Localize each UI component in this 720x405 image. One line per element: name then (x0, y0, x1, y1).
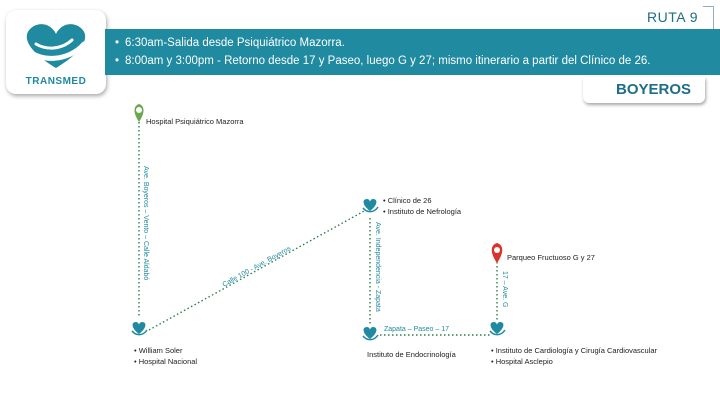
stop-label-william-soler: • William Soler (134, 346, 183, 355)
schedule-item: • 8:00am y 3:00pm - Retorno desde 17 y Paseo, luego G y 27; mismo itinerario a partir del Clínico de 26. (105, 52, 720, 70)
stop-label-hospital-nacional: • Hospital Nacional (134, 357, 198, 366)
stop-label-parqueo: Parqueo Fructuoso G y 27 (507, 253, 595, 262)
street-label-zapata-paseo: Zapata – Paseo – 17 (384, 326, 449, 333)
zone-title: BOYEROS (615, 81, 691, 98)
route-paths (139, 122, 497, 335)
home-pin-icon (135, 104, 144, 122)
stop-label-clinico-26: • Clínico de 26 (383, 196, 432, 205)
schedule-item: • 6:30am-Salida desde Psiquiátrico Mazorra. (105, 34, 720, 52)
street-label-independencia: Ave. Independencia - Zapata (374, 222, 381, 312)
hospital-stop-icon (490, 322, 505, 335)
stop-label-cardiologia: • Instituto de Cardiología y Cirugía Cardiovascular (491, 346, 658, 355)
stop-label-nefrologia: • Instituto de Nefrología (383, 207, 462, 216)
stop-label-endocrinologia: Instituto de Endocrinología (367, 350, 456, 359)
street-label-calle100: Calle 100 - Ave. Boyeros (221, 245, 293, 289)
street-label-boyeros-vento: Ave. Boyeros – Vento – Calle Aldabó (142, 166, 149, 281)
hospital-stop-icon (132, 322, 147, 335)
stop-label-mazorra: Hospital Psiquiátrico Mazorra (146, 117, 244, 126)
parking-pin-icon (492, 243, 503, 263)
stop-label-asclepio: • Hospital Asclepio (491, 357, 553, 366)
hospital-stop-icon (363, 199, 378, 212)
hospital-stop-icon (363, 327, 378, 340)
street-label-g17: 17 – Ave. G (501, 271, 508, 308)
route-title: RUTA 9 (647, 9, 698, 25)
logo-text: TRANSMED (25, 76, 87, 87)
